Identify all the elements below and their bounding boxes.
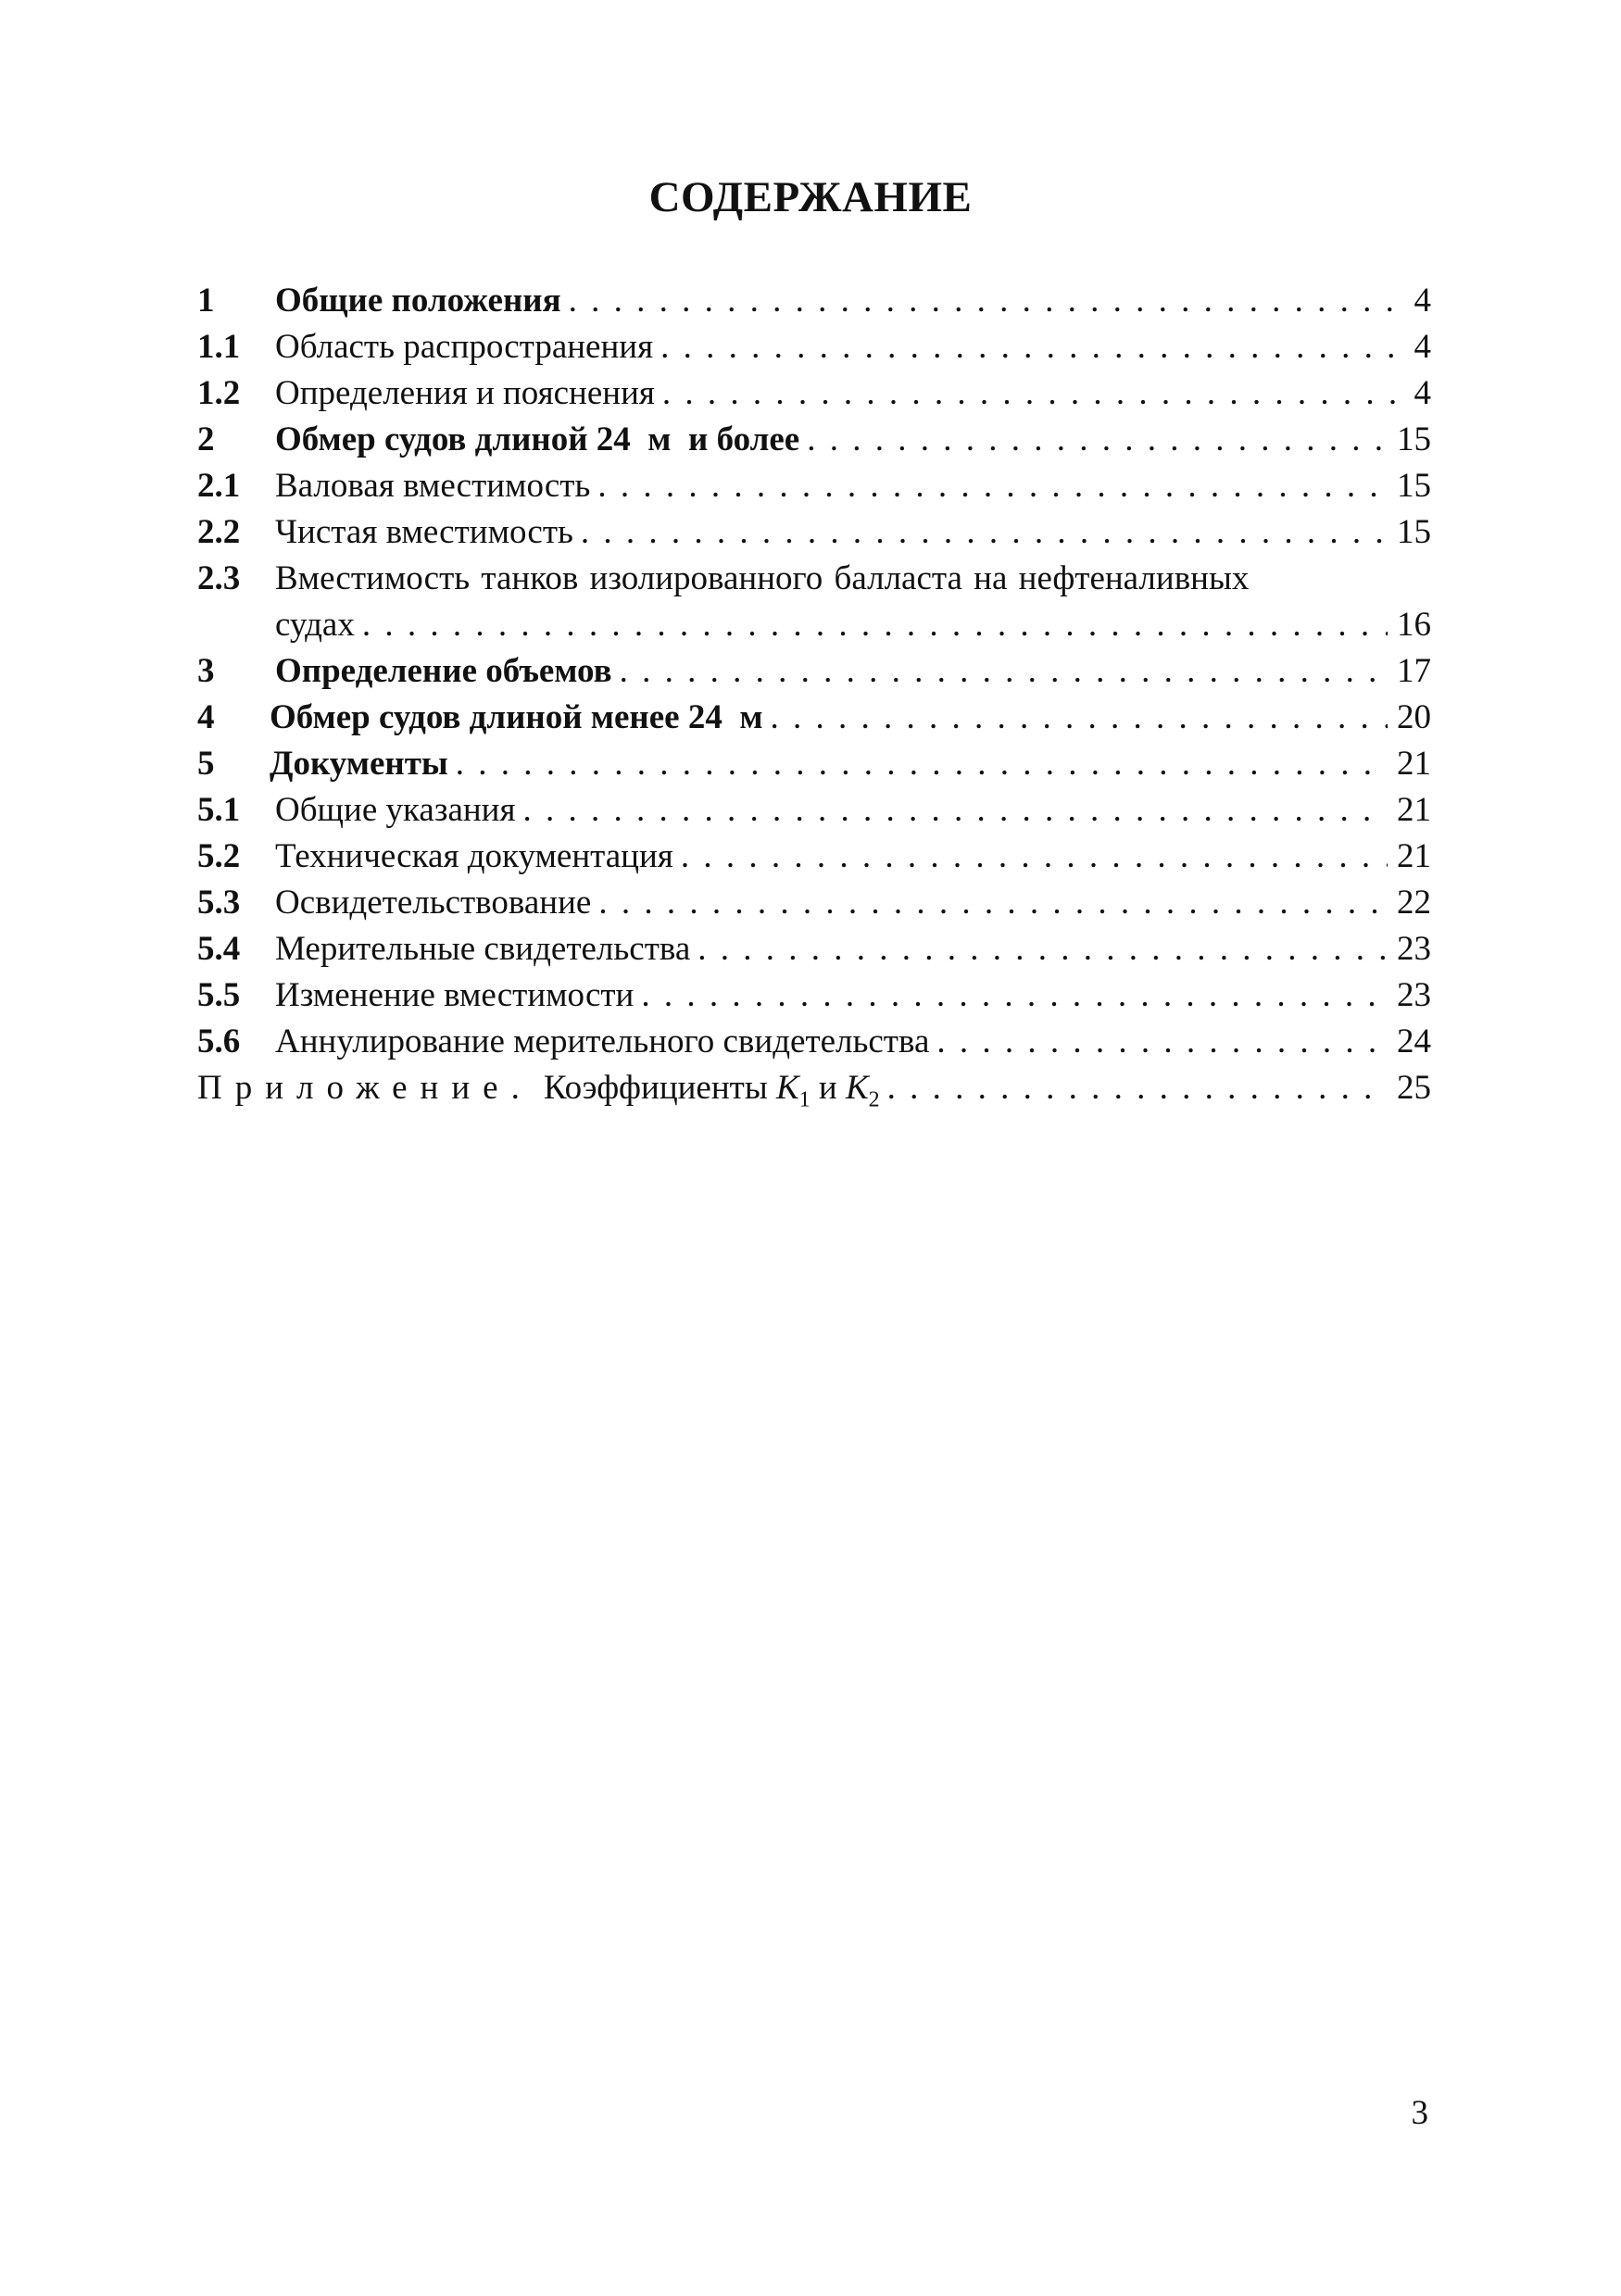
appendix-title: Коэффициенты $K_1$ и $K_2$ — [543, 1069, 880, 1112]
toc-entry-number: 5.3 — [197, 884, 241, 922]
toc-entry-number: 2.3 — [197, 559, 241, 597]
toc-entry-5-6[interactable] — [197, 1019, 1431, 1065]
toc-entry-number: 5.2 — [197, 837, 241, 875]
toc-entry-page: 21 — [1397, 837, 1431, 875]
toc-entry-title: Вместимость танков изолированного балласта на нефтеналивных — [275, 559, 1250, 597]
toc-entry-title: Определение объемов — [275, 652, 612, 690]
toc-entry-page: 23 — [1397, 976, 1431, 1014]
toc-leader-dots — [681, 834, 1388, 880]
toc-leader-dots — [456, 741, 1388, 787]
toc-entry-5-4[interactable] — [197, 926, 1431, 972]
toc-entry-number: 5.4 — [197, 930, 241, 968]
toc-entry-page: 16 — [1397, 606, 1431, 644]
toc-entry-page: 17 — [1397, 652, 1431, 690]
toc-leader-dots — [662, 370, 1405, 417]
toc-entry-number: 1.1 — [197, 328, 241, 366]
toc-leader-dots — [697, 926, 1388, 972]
toc-entry-5-2[interactable] — [197, 834, 1431, 880]
toc-entry-number: 4 — [197, 698, 215, 736]
toc-entry-title: Определения и пояснения — [275, 374, 655, 412]
toc-entry-title: Общие положения — [275, 282, 561, 320]
toc-entry-page: 22 — [1397, 884, 1431, 922]
toc-entry-number: 5.5 — [197, 976, 241, 1014]
toc-entry-number: 2 — [197, 420, 215, 458]
toc-entry-page: 15 — [1397, 420, 1431, 458]
table-of-contents — [197, 278, 1431, 1111]
toc-leader-dots — [807, 417, 1388, 463]
toc-entry-2-3[interactable] — [197, 556, 1431, 602]
toc-entry-number: 5 — [197, 745, 215, 783]
toc-entry-page: 20 — [1397, 698, 1431, 736]
toc-entry-page: 4 — [1414, 282, 1431, 320]
toc-entry-1-1[interactable] — [197, 324, 1431, 370]
toc-entry-page: 21 — [1397, 745, 1431, 783]
toc-entry-5-1[interactable] — [197, 787, 1431, 834]
toc-leader-dots — [598, 880, 1388, 926]
toc-entry-number: 1 — [197, 282, 215, 320]
toc-entry-number: 1.2 — [197, 374, 241, 412]
toc-leader-dots — [620, 648, 1388, 695]
toc-entry-title: Чистая вместимость — [275, 513, 573, 551]
toc-leader-dots — [641, 972, 1388, 1019]
toc-entry-page: 4 — [1414, 328, 1431, 366]
toc-entry-page: 15 — [1397, 513, 1431, 551]
toc-entry-4[interactable] — [197, 695, 1431, 741]
toc-leader-dots — [660, 324, 1404, 370]
toc-entry-number: 2.2 — [197, 513, 241, 551]
toc-leader-dots — [362, 602, 1388, 648]
toc-entry-title: Техническая документация — [275, 837, 673, 875]
toc-entry-2-2[interactable] — [197, 509, 1431, 556]
toc-entry-1-2[interactable] — [197, 370, 1431, 417]
toc-entry-page: 25 — [1397, 1069, 1431, 1107]
toc-entry-2-1[interactable] — [197, 463, 1431, 509]
toc-entry-title: Изменение вместимости — [275, 976, 635, 1014]
toc-entry-5-5[interactable] — [197, 972, 1431, 1019]
toc-entry-2-3-continued[interactable] — [197, 602, 1431, 648]
page-title: СОДЕРЖАНИЕ — [648, 173, 973, 221]
toc-entry-1[interactable] — [197, 278, 1431, 324]
toc-entry-title: Освидетельствование — [275, 884, 592, 922]
toc-entry-title: Обмер судов длиной менее 24 м — [270, 698, 763, 736]
toc-entry-number: 5.1 — [197, 791, 241, 829]
toc-entry-page: 24 — [1397, 1023, 1431, 1060]
toc-entry-page: 21 — [1397, 791, 1431, 829]
toc-leader-dots — [569, 278, 1405, 324]
toc-leader-dots — [523, 787, 1388, 834]
toc-entry-title: Область распространения — [275, 328, 654, 366]
toc-entry-number: 3 — [197, 652, 215, 690]
toc-leader-dots — [887, 1065, 1388, 1111]
toc-entry-number: 5.6 — [197, 1023, 241, 1060]
toc-entry-page: 23 — [1397, 930, 1431, 968]
toc-entry-title: Документы — [270, 745, 448, 783]
toc-entry-5-3[interactable] — [197, 880, 1431, 926]
appendix-label: Приложение. — [197, 1069, 533, 1107]
toc-entry-page: 15 — [1397, 467, 1431, 505]
toc-leader-dots — [936, 1019, 1388, 1065]
toc-entry-2[interactable] — [197, 417, 1431, 463]
toc-entry-number: 2.1 — [197, 467, 241, 505]
toc-entry-page: 4 — [1414, 374, 1431, 412]
toc-entry-title: Валовая вместимость — [275, 467, 591, 505]
toc-entry-3[interactable] — [197, 648, 1431, 695]
toc-entry-appendix[interactable] — [197, 1065, 1431, 1111]
toc-leader-dots — [597, 463, 1388, 509]
toc-entry-5[interactable] — [197, 741, 1431, 787]
toc-entry-title: Аннулирование мерительного свидетельства — [275, 1023, 930, 1060]
toc-leader-dots — [771, 695, 1388, 741]
toc-entry-title: Обмер судов длиной 24 м и более — [275, 420, 800, 458]
toc-entry-title: Мерительные свидетельства — [275, 930, 691, 968]
toc-entry-title-continued: судах — [275, 606, 355, 644]
page-number: 3 — [1411, 2094, 1428, 2132]
toc-entry-title: Общие указания — [275, 791, 516, 829]
toc-leader-dots — [581, 509, 1388, 556]
